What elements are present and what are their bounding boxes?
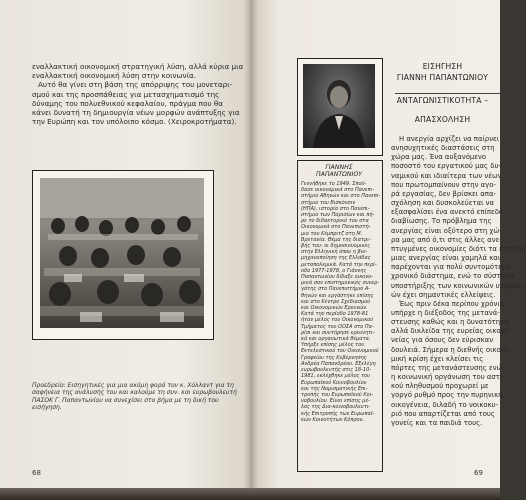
text-line: μική κρίση έχει κλείσει τις bbox=[391, 354, 484, 363]
portrait-illustration bbox=[303, 64, 375, 148]
text-line: ανησυχητικές διαστάσεις στη bbox=[391, 144, 495, 153]
bio-line: Ανδρέα Παπανδρέου. Εξελέγη bbox=[301, 360, 376, 367]
text-line: Έως πριν δέκα περίπου χρόνια bbox=[399, 299, 505, 308]
bio-line: λος της Δια-κοινοβουλευτι- bbox=[301, 404, 371, 411]
text-line: υποστήριξης των κοινωνικών υπηρεσι- bbox=[391, 281, 526, 290]
text-line: Αυτό θα γίνει στη βάση της απόρριψης του μονεταρι- bbox=[38, 80, 233, 90]
bio-line: κής Επιτροπής των Ευρωπαϊ- bbox=[301, 410, 375, 417]
text-line: εξασφαλίσει ένα ανεκτό επίπεδο bbox=[391, 208, 504, 217]
text-line: ναμικού και ιδιαίτερα των νέων bbox=[391, 171, 502, 180]
paper-title-line2: ΑΠΑΣΧΟΛΗΣΗ bbox=[414, 115, 471, 124]
heading-label: ΕΙΣΗΓΗΣΗ bbox=[422, 62, 463, 71]
bio-line: Γεννήθηκε το 1949. Σπού- bbox=[301, 181, 367, 187]
text-line: την Ευρώπη και τον υπόλοιπο κόσμο. (Χειροκροτήματα). bbox=[32, 117, 237, 127]
bio-line: ρίσι και συντήρησε ερευνητι- bbox=[301, 329, 375, 336]
text-line: παρέχονται για πολύ συντομότερο bbox=[391, 263, 511, 272]
paper-title-line1: ΑΝΤΑΓΩΝΙΣΤΙΚΟΤΗΤΑ – bbox=[396, 96, 489, 105]
bio-line: Τμήματος του ΟΟΣΑ στο Πα- bbox=[301, 323, 374, 330]
text-line: ρα μας από ό,τι στις άλλες ανε- bbox=[391, 235, 502, 244]
page-bottom-edge bbox=[0, 488, 500, 500]
text-line: υπήρχε η διέξοδος της μετανά- bbox=[391, 308, 500, 317]
bio-line: οδο 1977-1978, ο Γιάννης bbox=[301, 267, 367, 274]
text-line: εναλλακτική οικονομική στρατηγική λύση, αλλά κύρια μια bbox=[32, 62, 244, 71]
text-line: ών έχει σημαντικές ελλείψεις. bbox=[391, 290, 496, 299]
biography-text bbox=[301, 181, 381, 423]
bio-line: στήμιο των Παρισίων και πή- bbox=[301, 212, 375, 219]
text-line: σχόληση και δυσκολεύεται να bbox=[391, 199, 495, 208]
text-line: δουλειά. Σήμερα η διεθνής οικονο- bbox=[391, 345, 512, 354]
bio-line: μηχανοποίηση της Ελλάδας bbox=[301, 255, 371, 262]
caption-line: σαφήνεια της ανάλυσής του και καλούμε τη συν. και ευρωβουλευτή bbox=[32, 389, 237, 397]
text-line: ριό που απαρτίζεται από τους bbox=[391, 409, 495, 418]
text-line: η κοινωνική οργάνωση του αστι- bbox=[391, 373, 505, 382]
heading-speaker-name: ΓΙΑΝΝΗ ΠΑΠΑΝΤΩΝΙΟΥ bbox=[396, 73, 489, 82]
bio-line: Κατά την περίοδο 1978-81 bbox=[301, 311, 369, 318]
text-line: στευσης καθώς και η δυνατότητα bbox=[391, 318, 509, 327]
bio-name-line: ΓΙΑΝΝΗΣ bbox=[325, 164, 353, 171]
text-line: δύναμης του πολυεθνικού κεφαλαίου, πράγμα που θα bbox=[32, 98, 223, 108]
bio-line: και στο Κέντρο Σχεδιασμού bbox=[301, 298, 371, 305]
bio-line: Ευρωπαϊκού Κοινοβουλίου bbox=[301, 379, 367, 386]
text-line: κάνει δυνατή τη δημιουργία νέων μορφών ανάπτυξης για bbox=[32, 108, 240, 118]
caption-line: ΠΑΣΟΚ Γ. Παπαντωνίου να συνεχίσει στο βήμα με τη δική του bbox=[32, 396, 219, 404]
bio-name-line: ΠΑΠΑΝΤΩΝΙΟΥ bbox=[315, 171, 362, 179]
bio-line: μεταπολεμικά. Κατά την περί- bbox=[301, 261, 377, 268]
portrait-photo bbox=[303, 64, 375, 148]
bio-line: στην Ελληνική όπου η βιο- bbox=[301, 249, 368, 256]
text-line: νείας για όσους δεν εύρισκαν bbox=[391, 336, 494, 345]
title-rule-top bbox=[395, 93, 500, 94]
text-line: εναλλακτική οικονομική λύση στην κοινωνία. bbox=[32, 71, 197, 81]
bio-line: θηνών και εργάστηκε επίσης bbox=[301, 292, 374, 299]
page-number-left: 68 bbox=[32, 469, 41, 477]
text-line: πτυγμένες οικονομίες διότι τα επίπεδα bbox=[391, 244, 526, 253]
bio-line: μικά σαν επιστημονικός συνερ- bbox=[301, 280, 380, 287]
left-paragraph bbox=[32, 62, 244, 127]
biography-name bbox=[297, 164, 381, 178]
bio-line: και Οικονομικών Ερευνών. bbox=[301, 305, 368, 312]
page-number-right: 69 bbox=[474, 469, 483, 477]
bio-line: γάτης στο Πανεπιστήμιο Α- bbox=[301, 286, 371, 293]
bio-line: Υπήρξε επίσης μέλος του bbox=[301, 342, 365, 349]
bio-line: Γραφείου της Κυβέρνησης bbox=[301, 354, 367, 361]
text-line: σμού και της προσπάθειας για μετασχηματισμό της bbox=[32, 89, 220, 99]
bio-line: (ΗΠΑ), ιστορία στο Πανεπι- bbox=[301, 205, 370, 212]
conference-audience-illustration bbox=[40, 178, 204, 328]
text-line: που πρωτομπαίνουν στην αγο- bbox=[391, 180, 496, 189]
text-line: πόρτες της μετανάστευσης ενώ bbox=[391, 363, 503, 372]
bio-line: Παπαντωνίου δίδαξε οικονο- bbox=[301, 274, 373, 281]
text-line: αλλά δικλείδα της ευρείας οικογε- bbox=[391, 327, 511, 336]
book-gutter bbox=[244, 0, 258, 500]
text-line: κού πληθυσμού προχωρεί με bbox=[391, 382, 489, 391]
text-line: ποσοστό του εργατικού μας δυ- bbox=[391, 162, 501, 171]
bio-line: μιο του Κέμπριτζ στη Μ. bbox=[301, 230, 363, 237]
caption-line: Προεδρείο: Εισηγητικές για μια ακόμη φορά τον κ. Χόλλαντ για τη bbox=[32, 382, 234, 389]
text-line: ανεργίας είναι οξύτερο στη χώ- bbox=[391, 226, 502, 235]
text-line: γοργό ρυθμό προς την πυρηνική bbox=[391, 391, 503, 400]
text-line: χρονικό διάστημα, ενώ το σύστημα bbox=[391, 272, 514, 281]
caption-line: εισήγηση. bbox=[32, 404, 62, 412]
text-line: μιας ανεργίας είναι χαμηλά και bbox=[391, 254, 501, 263]
bio-line: κά και οργανωτικά θέματα. bbox=[301, 336, 371, 343]
bio-line: και της Νομισματικής Επι- bbox=[301, 385, 368, 392]
text-line: Η ανεργία αρχίζει να παίρνει bbox=[399, 135, 500, 143]
bio-line: δασε οικονομικά στο Πανεπι- bbox=[301, 187, 375, 194]
bio-line: ήταν μέλος του Οικονομικού bbox=[301, 317, 374, 324]
conference-photo bbox=[40, 178, 204, 328]
text-line: διαβίωσης. Το πρόβλημα της bbox=[391, 217, 492, 226]
text-line: ρά εργασίας, δεν βρίσκει απα- bbox=[391, 189, 496, 198]
bio-line: Οικονομικά στο Πανεπιστή- bbox=[301, 224, 371, 231]
bio-line: βής του: οι δημοσιονομικές bbox=[301, 243, 371, 250]
bio-line: 1981, εκλέχθηκε μέλος του bbox=[301, 373, 371, 380]
right-paragraph bbox=[391, 135, 526, 428]
bio-line: τροπής του Ευρωπαϊκού Κοι- bbox=[301, 391, 374, 398]
bio-line: νοβουλίου. Είναι επίσης μέ- bbox=[301, 398, 370, 405]
bio-line: ρε το διδακτορικό του στα bbox=[301, 218, 369, 225]
bio-line: Εκτελεστικού του Οικονομικού bbox=[301, 348, 379, 355]
bio-line: στήμιο του Βισκόνσιν bbox=[301, 199, 356, 206]
text-line: γονείς και τα παιδιά τους. bbox=[391, 418, 483, 427]
bio-line: κών Κοινοτήτων Κύπρου. bbox=[301, 416, 365, 423]
bio-line: στήμιο Αθηνών και στο Πανεπι- bbox=[301, 193, 381, 200]
photo-caption bbox=[32, 382, 237, 412]
text-line: οικογένεια, διλαδή το νοικοκυ- bbox=[391, 400, 499, 409]
text-line: χώρα μας. Ένα αυξανόμενο bbox=[391, 153, 487, 162]
bio-line: Βρετανία. Θέμα της διατρι- bbox=[301, 236, 371, 243]
bio-line: ευρωβουλευτής στις 18-10- bbox=[301, 367, 372, 374]
